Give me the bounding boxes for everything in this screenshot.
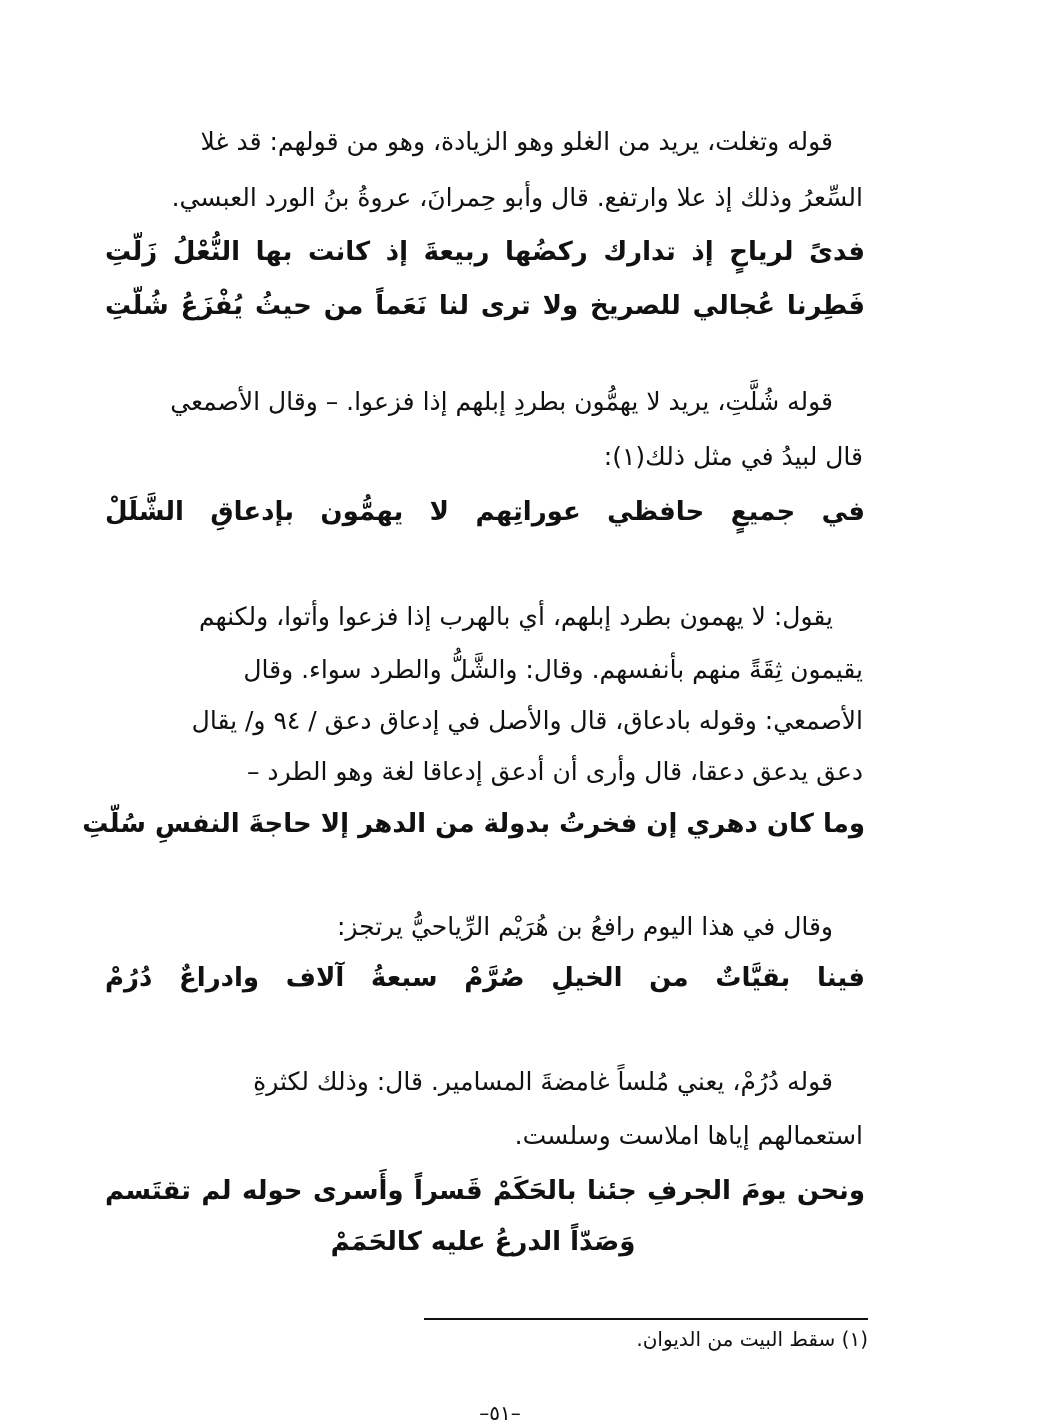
verse-line: وَصَدّاً الدرعُ عليه كالحَمَمْ: [330, 1227, 636, 1257]
prose-line: يقول: لا يهمون بطرد إبلهم، أي بالهرب إذا فزعوا وأتوا، ولكنهم: [198, 602, 833, 631]
prose-line: قوله دُرُمْ، يعني مُلساً غامضةَ المسامير. قال: وذلك لكثرةِ: [253, 1067, 833, 1096]
verse-line: وما كان دهري إن فخرتُ بدولة من الدهر إلا حاجةَ النفسِ سُلّتِ: [82, 809, 865, 839]
prose-line: الأصمعي: وقوله بادعاق، قال والأصل في إدعاق دعق / ٩٤ و/ يقال: [191, 706, 863, 735]
prose-line: قوله وتغلت، يريد من الغلو وهو الزيادة، وهو من قولهم: قد غلا: [200, 127, 833, 156]
verse-line: فدىً لرياحٍ إذ تدارك ركضُها ربيعةَ إذ كانت بها النُّعْلُ زَلّتِ: [105, 237, 865, 267]
prose-line: دعق يدعق دعقا، قال وأرى أن أدعق إدعاقا لغة وهو الطرد –: [246, 757, 863, 786]
prose-line: قال لبيدُ في مثل ذلك(١):: [603, 442, 863, 471]
prose-line: السِّعرُ وذلك إذ علا وارتفع. قال وأبو حِمرانَ، عروةُ بنُ الورد العبسي.: [171, 183, 863, 212]
verse-line: ونحن يومَ الجرفِ جئنا بالحَكَمْ قَسراً وأَسرى حوله لم تقتَسم: [105, 1176, 865, 1206]
page-number: –٥١–: [479, 1401, 521, 1425]
prose-line: استعمالهم إياها املاست وسلست.: [514, 1121, 863, 1150]
prose-line: وقال في هذا اليوم رافعُ بن هُرَيْم الرِّياحيُّ يرتجز:: [336, 912, 833, 941]
verse-line: فينا بقيَّاتٌ من الخيلِ صُرَّمْ سبعةُ آلاف وادراعٌ دُرُمْ: [105, 963, 865, 993]
verse-line: في جميعٍ حافظي عوراتِهم لا يهمُّون بإدعاقِ الشَّلَلْ: [105, 497, 865, 527]
footnote: (١) سقط البيت من الديوان.: [636, 1327, 868, 1351]
prose-line: يقيمون ثِقَةً منهم بأنفسهم. وقال: والشَّلُّ والطرد سواء. وقال: [243, 655, 863, 684]
footnote-divider: [424, 1318, 868, 1320]
verse-line: فَطِرنا عُجالي للصريخ ولا ترى لنا نَعَماً من حيثُ يُفْزَعُ شُلّتِ: [105, 291, 865, 321]
prose-line: قوله شُلَّتِ، يريد لا يهمُّون بطردِ إبلهم إذا فزعوا. – وقال الأصمعي: [170, 387, 833, 416]
